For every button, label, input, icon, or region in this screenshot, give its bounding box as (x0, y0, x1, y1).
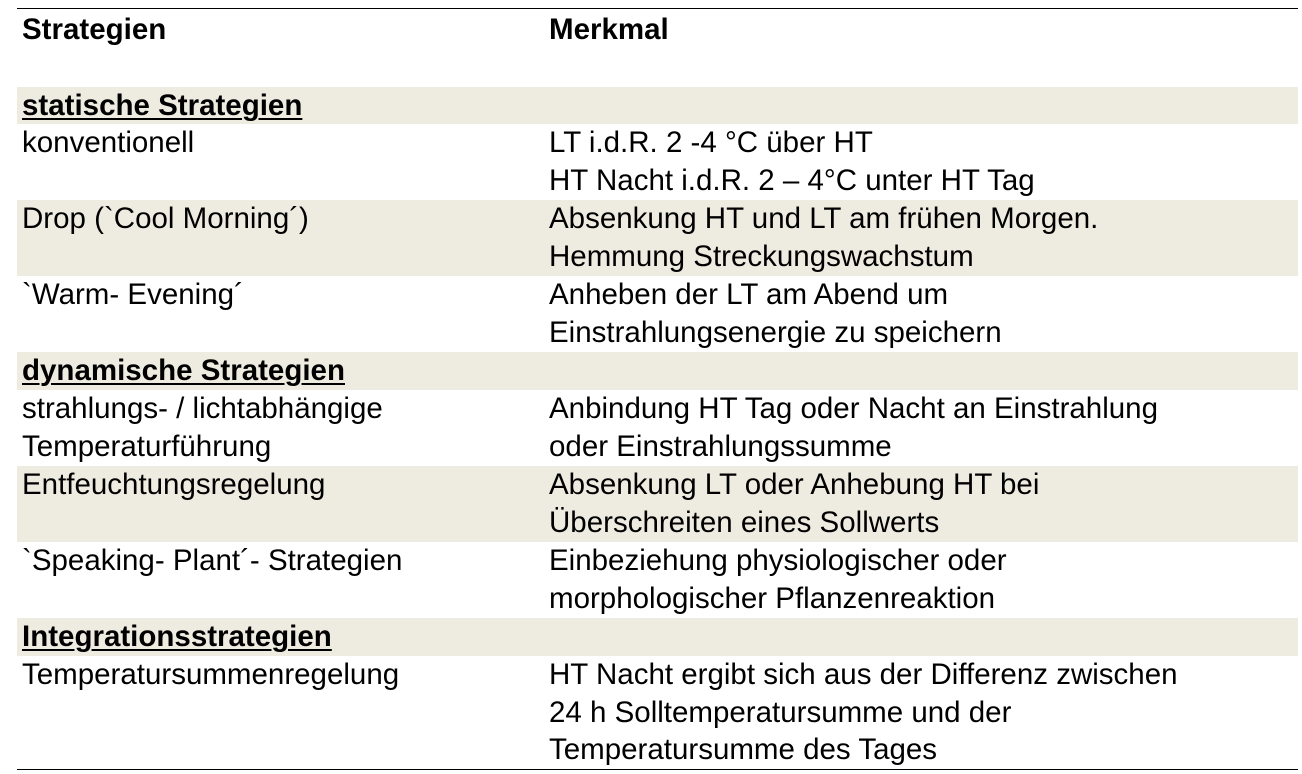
feature-cell (549, 200, 1098, 275)
strategy-line: `Warm- Evening´ (22, 278, 244, 311)
feature-line: Absenkung HT und LT am frühen Morgen. (549, 202, 1099, 235)
strategy-table (17, 8, 1298, 772)
table-row (17, 390, 1298, 466)
section-row-static (17, 87, 1298, 124)
table-row (17, 124, 1298, 200)
feature-line: Temperatursumme des Tages (549, 733, 938, 766)
feature-line: HT Nacht i.d.R. 2 – 4°C unter HT Tag (549, 163, 1035, 197)
feature-cell (549, 390, 1158, 465)
feature-line: Einstrahlungsenergie zu speichern (549, 315, 1002, 349)
strategy-cell (22, 656, 399, 694)
table-row (17, 542, 1298, 618)
feature-line: morphologischer Pflanzenreaktion (549, 581, 996, 615)
feature-line: Absenkung LT oder Anhebung HT bei (549, 468, 1040, 501)
section-title: statische Strategien (22, 89, 303, 122)
section-title: Integrationsstrategien (22, 620, 332, 653)
strategy-cell (22, 390, 383, 465)
section-row-dynamic (17, 352, 1298, 390)
feature-cell (549, 542, 1007, 617)
header-strategy: Strategien (22, 13, 167, 46)
strategy-line: strahlungs- / lichtabhängige (22, 392, 383, 425)
feature-line: HT Nacht ergibt sich aus der Differenz zwischen (549, 658, 1178, 691)
strategy-line: konventionell (22, 126, 195, 159)
feature-line: 24 h Solltemperatursumme und der (549, 695, 1012, 729)
header-feature: Merkmal (549, 13, 669, 46)
section-row-integration (17, 618, 1298, 656)
table-row (17, 656, 1298, 769)
strategy-line: Entfeuchtungsregelung (22, 468, 326, 501)
strategy-cell (22, 276, 244, 314)
feature-cell (549, 276, 1002, 351)
feature-line: Anheben der LT am Abend um (549, 278, 949, 311)
section-title: dynamische Strategien (22, 354, 345, 387)
table-header-row (17, 9, 1298, 87)
feature-cell (549, 124, 1035, 199)
strategy-line: Temperatursummenregelung (22, 658, 400, 691)
strategy-line: Temperaturführung (22, 429, 272, 463)
feature-line: Überschreiten eines Sollwerts (549, 505, 940, 539)
table-row (17, 466, 1298, 542)
table-bottom-rule (17, 769, 1298, 770)
table-row (17, 200, 1298, 276)
feature-cell (549, 466, 1039, 541)
strategy-line: `Speaking- Plant´- Strategien (22, 544, 403, 577)
table-row (17, 276, 1298, 352)
strategy-cell (22, 466, 325, 504)
feature-line: LT i.d.R. 2 -4 °C über HT (549, 126, 873, 159)
feature-line: Hemmung Streckungswachstum (549, 239, 974, 273)
strategy-cell (22, 542, 402, 580)
feature-cell (549, 656, 1178, 769)
strategy-cell (22, 200, 309, 238)
feature-line: oder Einstrahlungssumme (549, 429, 892, 463)
strategy-cell (22, 124, 194, 162)
feature-line: Einbeziehung physiologischer oder (549, 544, 1007, 577)
strategy-line: Drop (`Cool Morning´) (22, 202, 309, 235)
feature-line: Anbindung HT Tag oder Nacht an Einstrahlung (549, 392, 1158, 425)
